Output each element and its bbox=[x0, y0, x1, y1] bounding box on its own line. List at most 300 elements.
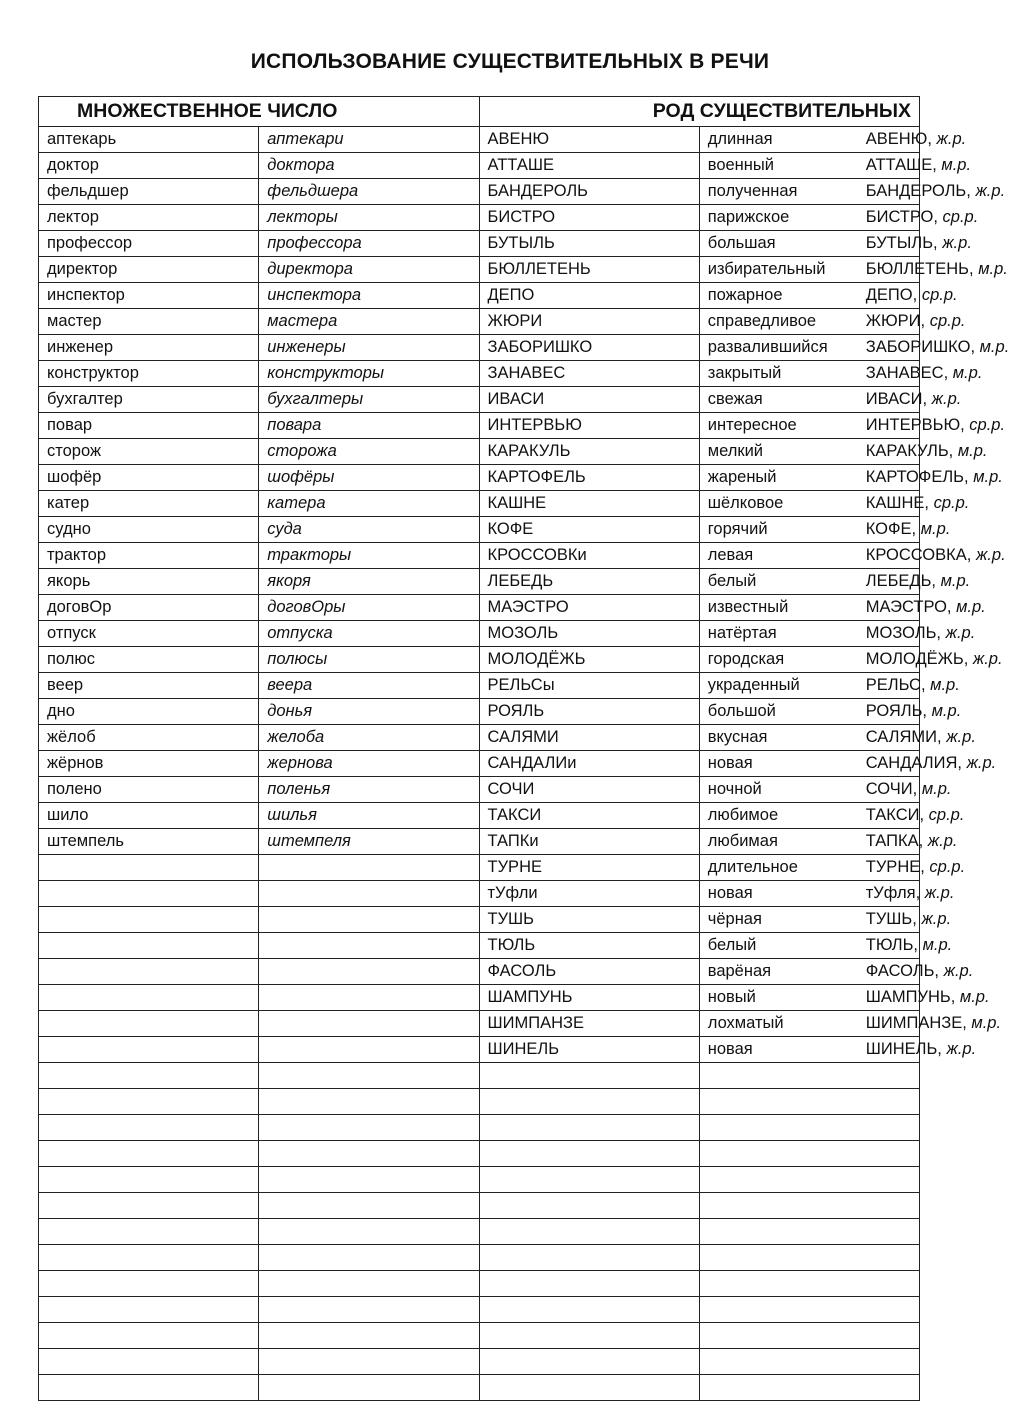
word-cell bbox=[479, 1167, 699, 1193]
plural-cell: сторожа bbox=[259, 439, 479, 465]
phrase-gender: ж.р. bbox=[931, 390, 962, 408]
word-cell: ТАПКи bbox=[479, 829, 699, 855]
phrase-cell bbox=[699, 1271, 919, 1297]
phrase-adjective: полученная bbox=[707, 182, 798, 200]
table-row bbox=[39, 1141, 920, 1167]
phrase-noun: КАШНЕ, bbox=[865, 494, 929, 512]
table-row bbox=[39, 777, 920, 803]
word-cell: ТУРНЕ bbox=[479, 855, 699, 881]
table-row bbox=[39, 205, 920, 231]
table-row bbox=[39, 387, 920, 413]
phrase-noun: ДЕПО, bbox=[865, 286, 918, 304]
phrase-adjective: новая bbox=[707, 884, 753, 902]
phrase-gender: м.р. bbox=[920, 520, 951, 538]
singular-cell bbox=[39, 1141, 259, 1167]
word-cell: ИВАСИ bbox=[479, 387, 699, 413]
table-row bbox=[39, 959, 920, 985]
phrase-adjective: чёрная bbox=[707, 910, 762, 928]
plural-cell bbox=[259, 1115, 479, 1141]
singular-cell: трактор bbox=[39, 543, 259, 569]
phrase-adjective: известный bbox=[707, 598, 789, 616]
table-row bbox=[39, 517, 920, 543]
table-row bbox=[39, 413, 920, 439]
phrase-adjective: ночной bbox=[707, 780, 762, 798]
phrase-noun: БАНДЕРОЛЬ, bbox=[865, 182, 971, 200]
table-row bbox=[39, 725, 920, 751]
table-row bbox=[39, 1245, 920, 1271]
plural-cell bbox=[259, 959, 479, 985]
phrase-cell bbox=[699, 1297, 919, 1323]
plural-cell bbox=[259, 1245, 479, 1271]
plural-cell: желоба bbox=[259, 725, 479, 751]
singular-cell bbox=[39, 1193, 259, 1219]
phrase-cell bbox=[699, 803, 965, 829]
word-cell bbox=[479, 1063, 699, 1089]
phrase-cell bbox=[699, 127, 967, 153]
phrase-gender: ж.р. bbox=[975, 546, 1006, 564]
word-cell: ЗАБОРИШКО bbox=[479, 335, 699, 361]
singular-cell: аптекарь bbox=[39, 127, 259, 153]
table-row bbox=[39, 595, 920, 621]
phrase-gender: м.р. bbox=[973, 468, 1003, 486]
phrase-noun: САНДАЛИЯ, bbox=[865, 754, 962, 772]
table-row bbox=[39, 127, 920, 153]
phrase-cell bbox=[699, 517, 951, 543]
phrase-gender: ж.р. bbox=[927, 832, 958, 850]
plural-cell: мастера bbox=[259, 309, 479, 335]
phrase-gender: ж.р. bbox=[966, 754, 997, 772]
phrase-adjective: новая bbox=[707, 754, 753, 772]
table-header-row bbox=[39, 97, 920, 127]
word-cell: ЗАНАВЕС bbox=[479, 361, 699, 387]
phrase-noun: АТТАШЕ, bbox=[865, 156, 937, 174]
phrase-cell bbox=[699, 1115, 919, 1141]
phrase-adjective: шёлковое bbox=[707, 494, 784, 512]
plural-cell: веера bbox=[259, 673, 479, 699]
singular-cell bbox=[39, 1011, 259, 1037]
table-row bbox=[39, 231, 920, 257]
table-row bbox=[39, 439, 920, 465]
plural-cell: аптекари bbox=[259, 127, 479, 153]
phrase-adjective: варёная bbox=[707, 962, 772, 980]
phrase-cell bbox=[699, 725, 976, 751]
phrase-cell bbox=[699, 777, 952, 803]
phrase-gender: м.р. bbox=[957, 442, 988, 460]
table-row bbox=[39, 1349, 920, 1375]
word-cell: РОЯЛЬ bbox=[479, 699, 699, 725]
plural-cell: лекторы bbox=[259, 205, 479, 231]
table-row bbox=[39, 1089, 920, 1115]
table-row bbox=[39, 907, 920, 933]
phrase-gender: м.р. bbox=[931, 702, 962, 720]
word-cell: ИНТЕРВЬЮ bbox=[479, 413, 699, 439]
nouns-table bbox=[38, 96, 1010, 1401]
phrase-adjective: мелкий bbox=[707, 442, 764, 460]
singular-cell bbox=[39, 1037, 259, 1063]
phrase-adjective: интересное bbox=[707, 416, 797, 434]
plural-cell: доктора bbox=[259, 153, 479, 179]
word-cell: ШИНЕЛЬ bbox=[479, 1037, 699, 1063]
plural-cell: отпуска bbox=[259, 621, 479, 647]
table-row bbox=[39, 283, 920, 309]
phrase-gender: ср.р. bbox=[928, 806, 965, 824]
plural-cell bbox=[259, 985, 479, 1011]
singular-cell: жёрнов bbox=[39, 751, 259, 777]
word-cell: КАШНЕ bbox=[479, 491, 699, 517]
phrase-noun: КОФЕ, bbox=[865, 520, 917, 538]
phrase-gender: ж.р. bbox=[946, 1040, 977, 1058]
word-cell bbox=[479, 1297, 699, 1323]
table-row bbox=[39, 881, 920, 907]
plural-cell bbox=[259, 1297, 479, 1323]
word-cell: ТУШЬ bbox=[479, 907, 699, 933]
table-row bbox=[39, 1297, 920, 1323]
phrase-gender: м.р. bbox=[921, 780, 952, 798]
phrase-gender: ср.р. bbox=[929, 312, 966, 330]
singular-cell: лектор bbox=[39, 205, 259, 231]
word-cell: КАРАКУЛЬ bbox=[479, 439, 699, 465]
phrase-noun: КАРТОФЕЛЬ, bbox=[865, 468, 969, 486]
phrase-gender: ж.р. bbox=[975, 182, 1006, 200]
phrase-gender: м.р. bbox=[922, 936, 953, 954]
table-row bbox=[39, 933, 920, 959]
phrase-cell bbox=[699, 1037, 977, 1063]
plural-header: МНОЖЕСТВЕННОЕ ЧИСЛО bbox=[39, 97, 480, 127]
plural-cell bbox=[259, 1323, 479, 1349]
phrase-noun: ШИНЕЛЬ, bbox=[865, 1040, 942, 1058]
phrase-cell bbox=[699, 699, 962, 725]
singular-cell: инспектор bbox=[39, 283, 259, 309]
phrase-adjective: избирательный bbox=[707, 260, 826, 278]
plural-cell bbox=[259, 1349, 479, 1375]
phrase-gender: ж.р. bbox=[946, 728, 976, 746]
phrase-cell bbox=[699, 465, 1003, 491]
phrase-gender: ж.р. bbox=[936, 130, 967, 148]
singular-cell: полено bbox=[39, 777, 259, 803]
table-row bbox=[39, 257, 920, 283]
phrase-cell bbox=[699, 829, 958, 855]
singular-cell bbox=[39, 855, 259, 881]
phrase-noun: ТУРНЕ, bbox=[865, 858, 925, 876]
plural-cell bbox=[259, 1167, 479, 1193]
word-cell: КРОССОВКи bbox=[479, 543, 699, 569]
word-cell bbox=[479, 1271, 699, 1297]
word-cell bbox=[479, 1323, 699, 1349]
singular-cell bbox=[39, 1063, 259, 1089]
phrase-noun: РЕЛЬС, bbox=[865, 676, 926, 694]
phrase-noun: БИСТРО, bbox=[865, 208, 938, 226]
singular-cell bbox=[39, 1167, 259, 1193]
word-cell bbox=[479, 1219, 699, 1245]
phrase-adjective: украденный bbox=[707, 676, 800, 694]
phrase-cell bbox=[699, 335, 1010, 361]
word-cell: БУТЫЛЬ bbox=[479, 231, 699, 257]
word-cell bbox=[479, 1193, 699, 1219]
word-cell: БЮЛЛЕТЕНЬ bbox=[479, 257, 699, 283]
singular-cell: жёлоб bbox=[39, 725, 259, 751]
singular-cell: бухгалтер bbox=[39, 387, 259, 413]
singular-cell: штемпель bbox=[39, 829, 259, 855]
word-cell: КОФЕ bbox=[479, 517, 699, 543]
table-row bbox=[39, 1219, 920, 1245]
word-cell bbox=[479, 1349, 699, 1375]
phrase-gender: ж.р. bbox=[924, 884, 955, 902]
singular-cell bbox=[39, 1297, 259, 1323]
singular-cell bbox=[39, 1271, 259, 1297]
phrase-gender: м.р. bbox=[956, 598, 986, 616]
phrase-cell bbox=[699, 751, 997, 777]
singular-cell: отпуск bbox=[39, 621, 259, 647]
phrase-cell bbox=[699, 1349, 919, 1375]
table-row bbox=[39, 1323, 920, 1349]
word-cell: ШАМПУНЬ bbox=[479, 985, 699, 1011]
phrase-adjective: свежая bbox=[707, 390, 763, 408]
phrase-gender: м.р. bbox=[930, 676, 960, 694]
phrase-gender: ж.р. bbox=[943, 962, 974, 980]
table-row bbox=[39, 985, 920, 1011]
table-row bbox=[39, 1011, 920, 1037]
phrase-adjective: лохматый bbox=[707, 1014, 784, 1032]
phrase-gender: м.р. bbox=[959, 988, 990, 1006]
word-cell: КАРТОФЕЛЬ bbox=[479, 465, 699, 491]
table-row bbox=[39, 699, 920, 725]
phrase-noun: КАРАКУЛЬ, bbox=[865, 442, 954, 460]
plural-cell: инженеры bbox=[259, 335, 479, 361]
table-row bbox=[39, 673, 920, 699]
phrase-cell bbox=[699, 647, 1003, 673]
phrase-cell bbox=[699, 855, 966, 881]
plural-cell bbox=[259, 1219, 479, 1245]
phrase-adjective: белый bbox=[707, 572, 757, 590]
phrase-noun: ТУШЬ, bbox=[865, 910, 917, 928]
table-row bbox=[39, 855, 920, 881]
phrase-cell bbox=[699, 1089, 919, 1115]
phrase-noun: ФАСОЛЬ, bbox=[865, 962, 940, 980]
phrase-adjective: любимое bbox=[707, 806, 779, 824]
phrase-adjective: левая bbox=[707, 546, 754, 564]
phrase-noun: ШИМПАНЗЕ, bbox=[865, 1014, 967, 1032]
table-row bbox=[39, 569, 920, 595]
phrase-gender: ср.р. bbox=[933, 494, 970, 512]
singular-cell: инженер bbox=[39, 335, 259, 361]
table-row bbox=[39, 751, 920, 777]
plural-cell: профессора bbox=[259, 231, 479, 257]
table-row bbox=[39, 803, 920, 829]
word-cell bbox=[479, 1375, 699, 1401]
plural-cell: тракторы bbox=[259, 543, 479, 569]
word-cell: БИСТРО bbox=[479, 205, 699, 231]
phrase-cell bbox=[699, 309, 966, 335]
word-cell: САЛЯМИ bbox=[479, 725, 699, 751]
phrase-cell bbox=[699, 153, 972, 179]
plural-cell bbox=[259, 1037, 479, 1063]
word-cell: МОЛОДЁЖЬ bbox=[479, 647, 699, 673]
plural-cell: жернова bbox=[259, 751, 479, 777]
phrase-cell bbox=[699, 1219, 919, 1245]
word-cell bbox=[479, 1089, 699, 1115]
word-cell bbox=[479, 1141, 699, 1167]
table-row bbox=[39, 179, 920, 205]
phrase-cell bbox=[699, 1063, 919, 1089]
singular-cell bbox=[39, 1219, 259, 1245]
singular-cell: сторож bbox=[39, 439, 259, 465]
plural-cell bbox=[259, 1011, 479, 1037]
phrase-noun: АВЕНЮ, bbox=[865, 130, 932, 148]
table-row bbox=[39, 1063, 920, 1089]
word-cell: САНДАЛИи bbox=[479, 751, 699, 777]
phrase-gender: м.р. bbox=[978, 260, 1008, 278]
table-row bbox=[39, 1037, 920, 1063]
singular-cell bbox=[39, 1089, 259, 1115]
phrase-gender: ср.р. bbox=[929, 858, 966, 876]
phrase-adjective: горячий bbox=[707, 520, 768, 538]
plural-cell: директора bbox=[259, 257, 479, 283]
singular-cell: полюс bbox=[39, 647, 259, 673]
phrase-cell bbox=[699, 387, 962, 413]
table-row bbox=[39, 647, 920, 673]
plural-cell: суда bbox=[259, 517, 479, 543]
table-row bbox=[39, 1193, 920, 1219]
phrase-cell bbox=[699, 361, 983, 387]
plural-cell bbox=[259, 881, 479, 907]
plural-cell: договОры bbox=[259, 595, 479, 621]
phrase-cell bbox=[699, 439, 988, 465]
phrase-noun: МАЭСТРО, bbox=[865, 598, 952, 616]
table-row bbox=[39, 621, 920, 647]
singular-cell: шофёр bbox=[39, 465, 259, 491]
word-cell: БАНДЕРОЛЬ bbox=[479, 179, 699, 205]
phrase-adjective: справедливое bbox=[707, 312, 817, 330]
plural-cell: катера bbox=[259, 491, 479, 517]
word-cell: РЕЛЬСы bbox=[479, 673, 699, 699]
plural-cell: шофёры bbox=[259, 465, 479, 491]
singular-cell bbox=[39, 1245, 259, 1271]
singular-cell: фельдшер bbox=[39, 179, 259, 205]
word-cell: МАЭСТРО bbox=[479, 595, 699, 621]
phrase-cell bbox=[699, 1011, 1002, 1037]
phrase-cell bbox=[699, 205, 979, 231]
table-row bbox=[39, 829, 920, 855]
singular-cell: судно bbox=[39, 517, 259, 543]
plural-cell bbox=[259, 855, 479, 881]
phrase-cell bbox=[699, 231, 972, 257]
phrase-noun: ЖЮРИ, bbox=[865, 312, 926, 330]
phrase-noun: ЗАНАВЕС, bbox=[865, 364, 949, 382]
phrase-gender: м.р. bbox=[979, 338, 1010, 356]
word-cell bbox=[479, 1245, 699, 1271]
phrase-gender: ж.р. bbox=[945, 624, 976, 642]
phrase-cell bbox=[699, 257, 1008, 283]
plural-cell bbox=[259, 1375, 479, 1401]
phrase-cell bbox=[699, 673, 960, 699]
phrase-cell bbox=[699, 595, 986, 621]
phrase-cell bbox=[699, 543, 1006, 569]
phrase-cell bbox=[699, 1323, 919, 1349]
phrase-noun: ЗАБОРИШКО, bbox=[865, 338, 976, 356]
phrase-noun: ТАКСИ, bbox=[865, 806, 925, 824]
phrase-gender: ж.р. bbox=[942, 234, 972, 252]
plural-cell bbox=[259, 1193, 479, 1219]
table-row bbox=[39, 1375, 920, 1401]
phrase-cell bbox=[699, 569, 971, 595]
plural-cell: повара bbox=[259, 413, 479, 439]
phrase-adjective: длинная bbox=[707, 130, 773, 148]
singular-cell: катер bbox=[39, 491, 259, 517]
word-cell: АВЕНЮ bbox=[479, 127, 699, 153]
word-cell: ТАКСИ bbox=[479, 803, 699, 829]
plural-cell bbox=[259, 933, 479, 959]
plural-cell bbox=[259, 1089, 479, 1115]
phrase-adjective: военный bbox=[707, 156, 774, 174]
phrase-cell bbox=[699, 959, 974, 985]
phrase-cell bbox=[699, 491, 970, 517]
phrase-gender: ж.р. bbox=[972, 650, 1003, 668]
plural-cell: штемпеля bbox=[259, 829, 479, 855]
singular-cell: директор bbox=[39, 257, 259, 283]
singular-cell bbox=[39, 985, 259, 1011]
phrase-cell bbox=[699, 283, 958, 309]
phrase-gender: м.р. bbox=[940, 572, 971, 590]
phrase-noun: ИНТЕРВЬЮ, bbox=[865, 416, 965, 434]
singular-cell: шило bbox=[39, 803, 259, 829]
phrase-adjective: парижское bbox=[707, 208, 790, 226]
phrase-noun: РОЯЛЬ, bbox=[865, 702, 928, 720]
phrase-adjective: пожарное bbox=[707, 286, 783, 304]
word-cell: МОЗОЛЬ bbox=[479, 621, 699, 647]
singular-cell bbox=[39, 1323, 259, 1349]
singular-cell bbox=[39, 933, 259, 959]
plural-cell: донья bbox=[259, 699, 479, 725]
phrase-adjective: городская bbox=[707, 650, 785, 668]
table-row bbox=[39, 1167, 920, 1193]
word-cell bbox=[479, 1115, 699, 1141]
phrase-noun: ИВАСИ, bbox=[865, 390, 928, 408]
phrase-adjective: большой bbox=[707, 702, 776, 720]
table-row bbox=[39, 309, 920, 335]
phrase-adjective: жареный bbox=[707, 468, 777, 486]
word-cell: ЖЮРИ bbox=[479, 309, 699, 335]
phrase-noun: ШАМПУНЬ, bbox=[865, 988, 956, 1006]
phrase-noun: МОЗОЛЬ, bbox=[865, 624, 941, 642]
phrase-adjective: новый bbox=[707, 988, 756, 1006]
phrase-cell bbox=[699, 1245, 919, 1271]
table-row bbox=[39, 491, 920, 517]
phrase-noun: БУТЫЛЬ, bbox=[865, 234, 938, 252]
phrase-cell bbox=[699, 621, 976, 647]
singular-cell bbox=[39, 1375, 259, 1401]
gender-header: РОД СУЩЕСТВИТЕЛЬНЫХ bbox=[479, 97, 920, 127]
phrase-gender: ср.р. bbox=[921, 286, 958, 304]
singular-cell: дно bbox=[39, 699, 259, 725]
phrase-noun: САЛЯМИ, bbox=[865, 728, 942, 746]
word-cell: ЛЕБЕДЬ bbox=[479, 569, 699, 595]
word-cell: ТЮЛЬ bbox=[479, 933, 699, 959]
page-title: ИСПОЛЬЗОВАНИЕ СУЩЕСТВИТЕЛЬНЫХ В РЕЧИ bbox=[250, 50, 770, 73]
phrase-adjective: длительное bbox=[707, 858, 798, 876]
phrase-cell bbox=[699, 985, 990, 1011]
phrase-cell bbox=[699, 933, 953, 959]
phrase-gender: м.р. bbox=[941, 156, 972, 174]
phrase-gender: ср.р. bbox=[969, 416, 1006, 434]
singular-cell bbox=[39, 1115, 259, 1141]
phrase-gender: м.р. bbox=[952, 364, 983, 382]
singular-cell: договОр bbox=[39, 595, 259, 621]
plural-cell: бухгалтеры bbox=[259, 387, 479, 413]
table-row bbox=[39, 1115, 920, 1141]
plural-cell bbox=[259, 907, 479, 933]
word-cell: ДЕПО bbox=[479, 283, 699, 309]
phrase-noun: ТЮЛЬ, bbox=[865, 936, 918, 954]
